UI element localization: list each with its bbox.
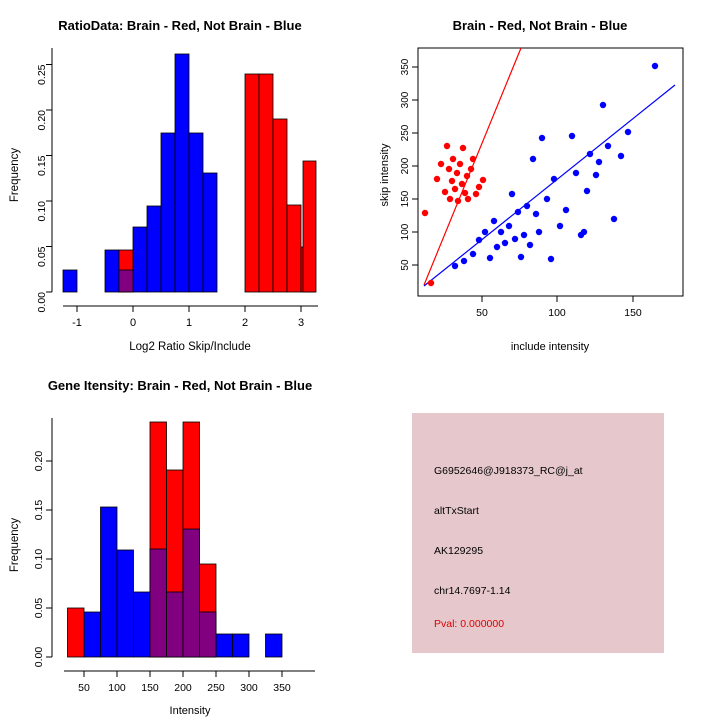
scatter-title: Brain - Red, Not Brain - Blue — [452, 18, 628, 33]
svg-text:0.05: 0.05 — [33, 597, 45, 619]
svg-text:0.10: 0.10 — [33, 548, 45, 570]
svg-text:100: 100 — [400, 223, 411, 241]
gene-y-axis-label: Frequency — [9, 517, 21, 573]
panel-gene-histogram — [0, 360, 360, 720]
scatter-fit-lines — [424, 48, 675, 286]
svg-text:100: 100 — [108, 682, 126, 694]
svg-text:150: 150 — [400, 190, 411, 208]
svg-text:3: 3 — [297, 317, 305, 329]
svg-text:350: 350 — [273, 682, 291, 694]
gene-info-box — [412, 413, 664, 653]
scatter-y-axis-label: skip intensity — [379, 143, 391, 207]
panel-intensity-scatter — [360, 0, 720, 360]
svg-text:200: 200 — [174, 682, 192, 694]
scatter-x-axis-label: include intensity — [510, 341, 590, 353]
svg-text:100: 100 — [548, 307, 566, 319]
ratio-bars-not-brain — [63, 54, 217, 292]
scatter-plot — [360, 0, 720, 360]
ratio-x-axis-label: Log2 Ratio Skip/Include — [129, 341, 251, 353]
ratio-histogram-plot — [0, 0, 360, 360]
svg-text:0.20: 0.20 — [33, 450, 45, 472]
info-probe-id: G6952646@J918373_RC@j_at — [434, 465, 583, 477]
svg-text:300: 300 — [400, 91, 411, 109]
gene-histogram-title: Gene Itensity: Brain - Red, Not Brain - Blue — [47, 378, 313, 393]
ratio-y-axis-label: Frequency — [9, 147, 21, 203]
svg-text:350: 350 — [400, 58, 411, 76]
svg-text:150: 150 — [624, 307, 642, 319]
info-accession: AK129295 — [434, 545, 484, 557]
svg-text:0.25: 0.25 — [35, 64, 48, 85]
svg-text:300: 300 — [240, 682, 258, 694]
svg-text:0.15: 0.15 — [35, 155, 48, 176]
svg-text:250: 250 — [207, 682, 225, 694]
svg-text:0.15: 0.15 — [33, 499, 45, 521]
svg-text:0.00: 0.00 — [33, 646, 45, 668]
panel-gene-info — [360, 360, 720, 720]
info-locus: chr14.7697-1.14 — [434, 585, 511, 597]
svg-text:250: 250 — [400, 124, 411, 142]
svg-text:0.10: 0.10 — [35, 201, 48, 222]
svg-text:0.20: 0.20 — [35, 110, 48, 131]
svg-text:0: 0 — [129, 317, 137, 329]
info-pval: Pval: 0.000000 — [434, 618, 505, 630]
svg-text:2: 2 — [241, 317, 249, 329]
svg-text:150: 150 — [141, 682, 159, 694]
ratio-histogram-title: RatioData: Brain - Red, Not Brain - Blue — [58, 18, 302, 33]
gene-x-axis-label: Intensity — [169, 705, 211, 717]
svg-text:0.00: 0.00 — [35, 292, 48, 313]
gene-histogram-plot — [0, 360, 360, 720]
svg-text:50: 50 — [476, 307, 488, 319]
info-event-type: altTxStart — [434, 505, 479, 517]
ratio-bar-overlap — [119, 270, 133, 292]
svg-text:1: 1 — [185, 317, 193, 329]
svg-text:0.05: 0.05 — [35, 246, 48, 267]
panel-ratio-histogram — [0, 0, 360, 360]
svg-text:200: 200 — [400, 157, 411, 175]
svg-text:50: 50 — [400, 259, 411, 271]
svg-text:50: 50 — [78, 682, 90, 694]
svg-text:-1: -1 — [72, 317, 82, 329]
